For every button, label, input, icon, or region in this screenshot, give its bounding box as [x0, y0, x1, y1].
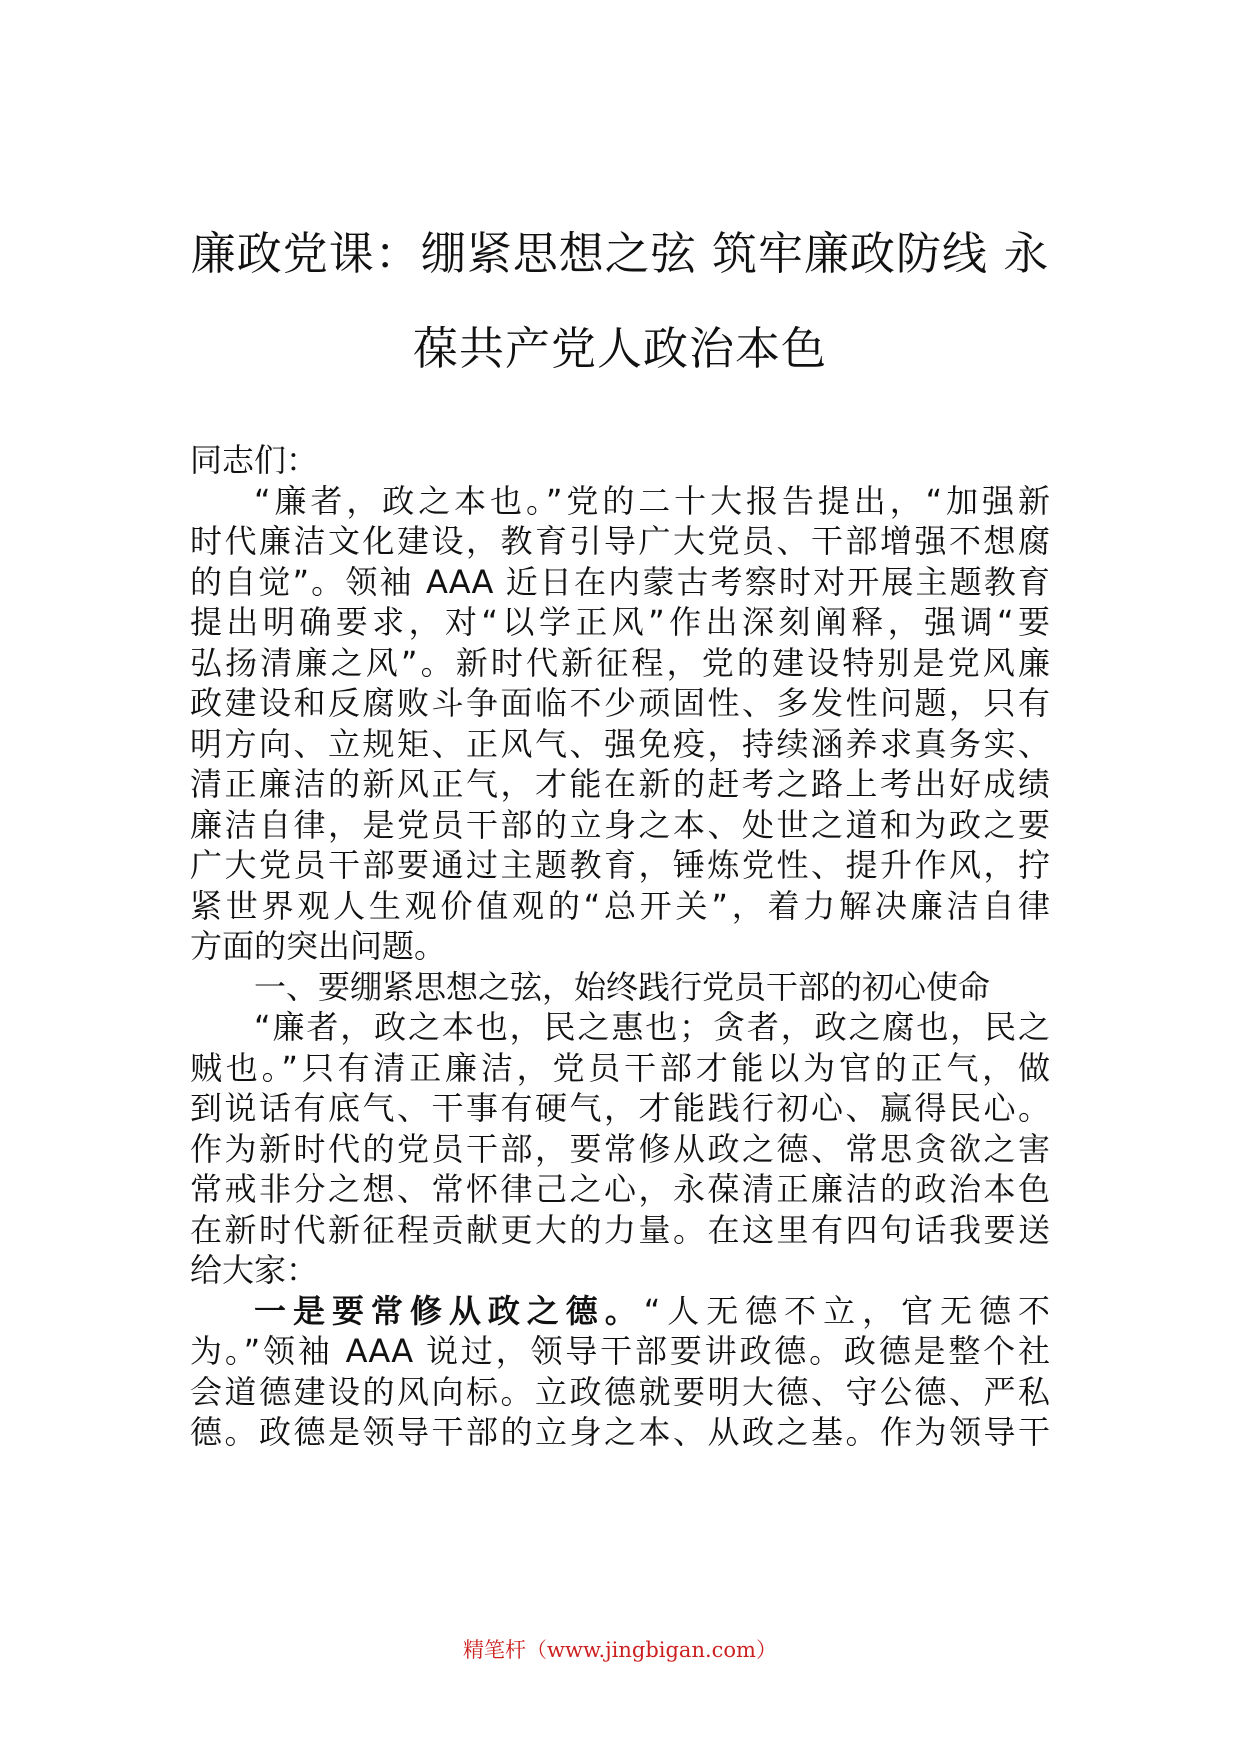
paragraph-line: 常戒非分之想、常怀律己之心，永葆清正廉洁的政治本色 [190, 1170, 1050, 1208]
paragraph-line: “廉者，政之本也。”党的二十大报告提出，“加强新 [254, 481, 1050, 520]
paragraph-line: 会道德建设的风向标。立政德就要明大德、守公德、严私 [190, 1372, 1050, 1411]
paragraph-3 [190, 1291, 1050, 1453]
paragraph-line: 弘扬清廉之风”。新时代新征程，党的建设特别是党风廉 [190, 643, 1050, 682]
section-heading-1: 一、要绷紧思想之弦，始终践行党员干部的初心使命 [254, 967, 991, 1006]
paragraph-line: 在新时代新征程贡献更大的力量。在这里有四句话我要送 [190, 1210, 1050, 1249]
paragraph-line: 明方向、立规矩、正风气、强免疫，持续涵养求真务实、 [190, 724, 1050, 763]
paragraph-line: 政建设和反腐败斗争面临不少顽固性、多发性问题，只有 [190, 684, 1050, 722]
paragraph-2 [190, 1007, 1050, 1291]
salutation: 同志们： [190, 441, 319, 479]
paragraph-line: 时代廉洁文化建设，教育引导广大党员、干部增强不想腐 [190, 522, 1050, 560]
document-body [190, 440, 1050, 1453]
paragraph-line: 提出明确要求，对“以学正风”作出深刻阐释，强调“要 [190, 603, 1050, 641]
paragraph-line: “廉者，政之本也，民之惠也；贪者，政之腐也，民之 [254, 1008, 1050, 1046]
paragraph-line: 廉洁自律，是党员干部的立身之本、处世之道和为政之要 [190, 805, 1050, 844]
paragraph-line: 的自觉”。领袖 AAA 近日在内蒙古考察时对开展主题教育 [190, 562, 1050, 601]
title-line-1: 廉政党课：绷紧思想之弦 筑牢廉政防线 永 [190, 227, 1050, 280]
title-line-2: 葆共产党人政治本色 [412, 322, 827, 375]
bold-lead-phrase: 一是要常修从政之德。 [254, 1291, 644, 1330]
paragraph-line: 贼也。”只有清正廉洁，党员干部才能以为官的正气，做 [190, 1048, 1050, 1087]
paragraph-line-rest: “人无德不立，官无德不 [643, 1291, 1050, 1330]
paragraph-line: 德。政德是领导干部的立身之本、从政之基。作为领导干 [190, 1413, 1050, 1451]
footer-watermark: 精笔杆（www.jingbigan.com） [463, 1638, 777, 1662]
paragraph-line: 为。”领袖 AAA 说过，领导干部要讲政德。政德是整个社 [190, 1332, 1050, 1370]
document-title [190, 206, 1050, 396]
paragraph-line: 到说话有底气、干事有硬气，才能践行初心、赢得民心。 [190, 1089, 1050, 1127]
paragraph-line: 作为新时代的党员干部，要常修从政之德、常思贪欲之害 [190, 1129, 1050, 1168]
paragraph-line [190, 1291, 1050, 1332]
paragraph-line: 紧世界观人生观价值观的“总开关”，着力解决廉洁自律 [190, 886, 1050, 925]
paragraph-line: 清正廉洁的新风正气，才能在新的赶考之路上考出好成绩 [190, 765, 1050, 803]
paragraph-line: 广大党员干部要通过主题教育，锤炼党性、提升作风，拧 [190, 846, 1050, 884]
paragraph-line: 方面的突出问题。 [190, 927, 447, 965]
paragraph-1 [190, 481, 1050, 967]
paragraph-line: 给大家： [190, 1251, 319, 1289]
